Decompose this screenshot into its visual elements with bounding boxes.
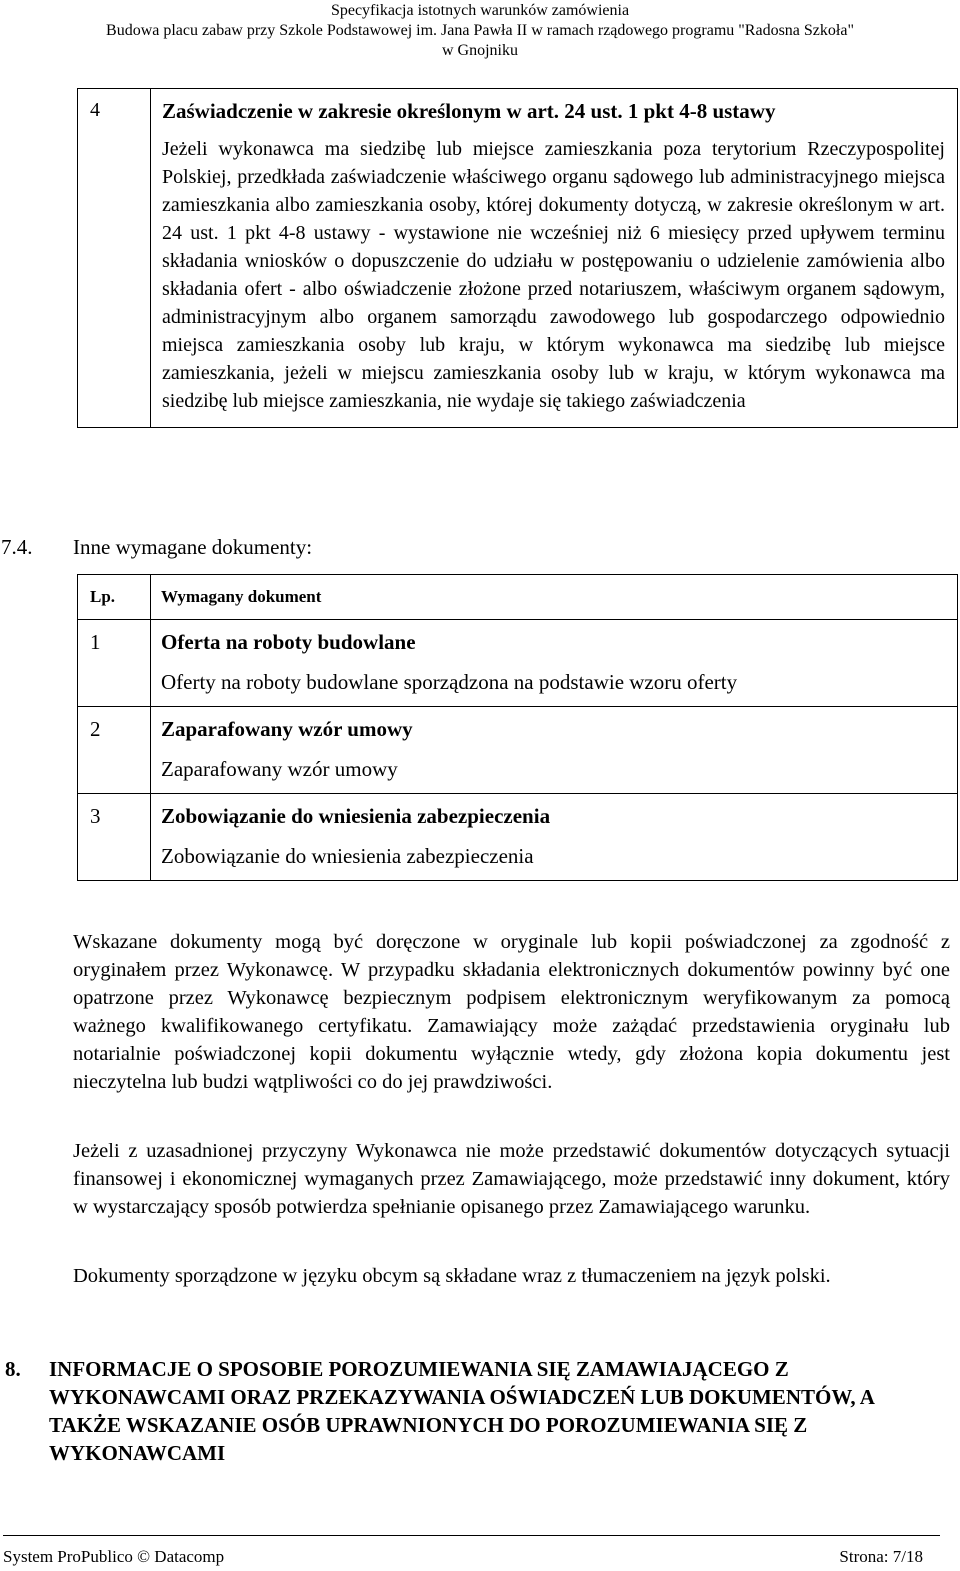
footer-system-credit: System ProPublico © Datacomp xyxy=(3,1547,225,1566)
row-number: 3 xyxy=(78,794,151,881)
document-description: Oferty na roboty budowlane sporządzona na podstawie wzoru oferty xyxy=(161,670,738,694)
requirement-description: Jeżeli wykonawca ma siedzibę lub miejsce zamieszkania poza terytorium Rzeczypospolitej Polskiej, przedkłada zaświadczenie właściwego organu sądowego lub administracyjnego miejsca zamieszkania albo zamieszkania osoby, której dokumenty dotyczą, w zakresie określonym w art. 24 ust. 1 pkt 4-8 ustawy - wystawione nie wcześniej niż 6 miesięcy przed upływem terminu składania wniosków o dopuszczenie do udziału w postępowaniu o udzielenie zamówienia albo składania ofert - albo oświadczenie złożone przed notariuszem, właściwym organem sądowym, administracyjnym albo organem samorządu zawodowego lub gospodarczego odpowiednio miejsca zamieszkania osoby lub kraju, w którym wykonawca ma siedzibę lub miejsce zamieszkania, jeżeli w miejscu zamieszkania osoby lub w kraju, w którym wykonawca ma siedzibę lub miejsce zamieszkania, nie wydaje się takiego zaświadczenia xyxy=(162,138,945,412)
page-number: Strona: 7/18 xyxy=(839,1547,923,1566)
other-documents-table xyxy=(77,574,958,881)
page-header xyxy=(0,0,960,61)
header-project-title: Budowa placu zabaw przy Szkole Podstawowej im. Jana Pawła II w ramach rządowego programu "Radosna Szkoła" xyxy=(106,22,854,39)
header-location: w Gnojniku xyxy=(442,42,518,59)
document-requirement-table xyxy=(77,88,958,428)
table-row xyxy=(78,794,958,881)
requirement-title: Zaświadczenie w zakresie określonym w art. 24 ust. 1 pkt 4-8 ustawy xyxy=(162,99,776,123)
document-description: Zaparafowany wzór umowy xyxy=(161,757,398,781)
row-content xyxy=(151,620,958,707)
row-number: 4 xyxy=(78,89,151,428)
document-title: Zobowiązanie do wniesienia zabezpieczenia xyxy=(161,804,551,828)
section-7-4-heading xyxy=(1,533,312,561)
table-header-row xyxy=(78,575,958,620)
table-row xyxy=(78,89,958,428)
section-number: 7.4. xyxy=(1,535,33,559)
document-description: Zobowiązanie do wniesienia zabezpieczenia xyxy=(161,844,534,868)
document-title: Oferta na roboty budowlane xyxy=(161,630,416,654)
section-number: 8. xyxy=(5,1357,21,1381)
table-row xyxy=(78,707,958,794)
paragraph-document-delivery: Wskazane dokumenty mogą być doręczone w oryginale lub kopii poświadczonej za zgodność z oryginałem przez Wykonawcę. W przypadku składania elektronicznych dokumentów powinny być one opatrzone przez Wykonawcę bezpiecznym podpisem elektronicznym weryfikowanym za pomocą ważnego kwalifikowanego certyfikatu. Zamawiający może zażądać przedstawienia oryginału lub notarialnie poświadczonej kopii dokumentu wyłącznie wtedy, gdy złożona kopia dokumentu jest nieczytelna lub budzi wątpliwości co do jej prawdziwości. xyxy=(73,931,950,1093)
row-content xyxy=(151,707,958,794)
column-header-lp: Lp. xyxy=(78,575,151,620)
section-8-heading xyxy=(5,1355,925,1467)
section-title: INFORMACJE O SPOSOBIE POROZUMIEWANIA SIĘ ZAMAWIAJĄCEGO Z WYKONAWCAMI ORAZ PRZEKAZYWANIA OŚWIADCZEŃ LUB DOKUMENTÓW, A TAKŻE WSKAZANIE OSÓB UPRAWNIONYCH DO POROZUMIEWANIA SIĘ Z WYKONAWCAMI xyxy=(49,1357,874,1465)
document-title: Zaparafowany wzór umowy xyxy=(161,717,413,741)
row-number: 2 xyxy=(78,707,151,794)
section-title: Inne wymagane dokumenty: xyxy=(73,535,313,559)
row-content xyxy=(151,794,958,881)
footer-divider xyxy=(3,1535,940,1536)
table-row xyxy=(78,620,958,707)
header-doc-title: Specyfikacja istotnych warunków zamówienia xyxy=(330,2,630,19)
paragraph-translation: Dokumenty sporządzone w języku obcym są składane wraz z tłumaczeniem na język polski. xyxy=(73,1265,831,1287)
column-header-document: Wymagany dokument xyxy=(151,575,958,620)
paragraph-alternative-documents: Jeżeli z uzasadnionej przyczyny Wykonawca nie może przedstawić dokumentów dotyczących sytuacji finansowej i ekonomicznej wymaganych przez Zamawiającego, może przedstawić inny dokument, który w wystarczający sposób potwierdza spełnianie opisanego przez Zamawiającego warunku. xyxy=(73,1140,950,1218)
row-number: 1 xyxy=(78,620,151,707)
row-content xyxy=(151,89,958,428)
